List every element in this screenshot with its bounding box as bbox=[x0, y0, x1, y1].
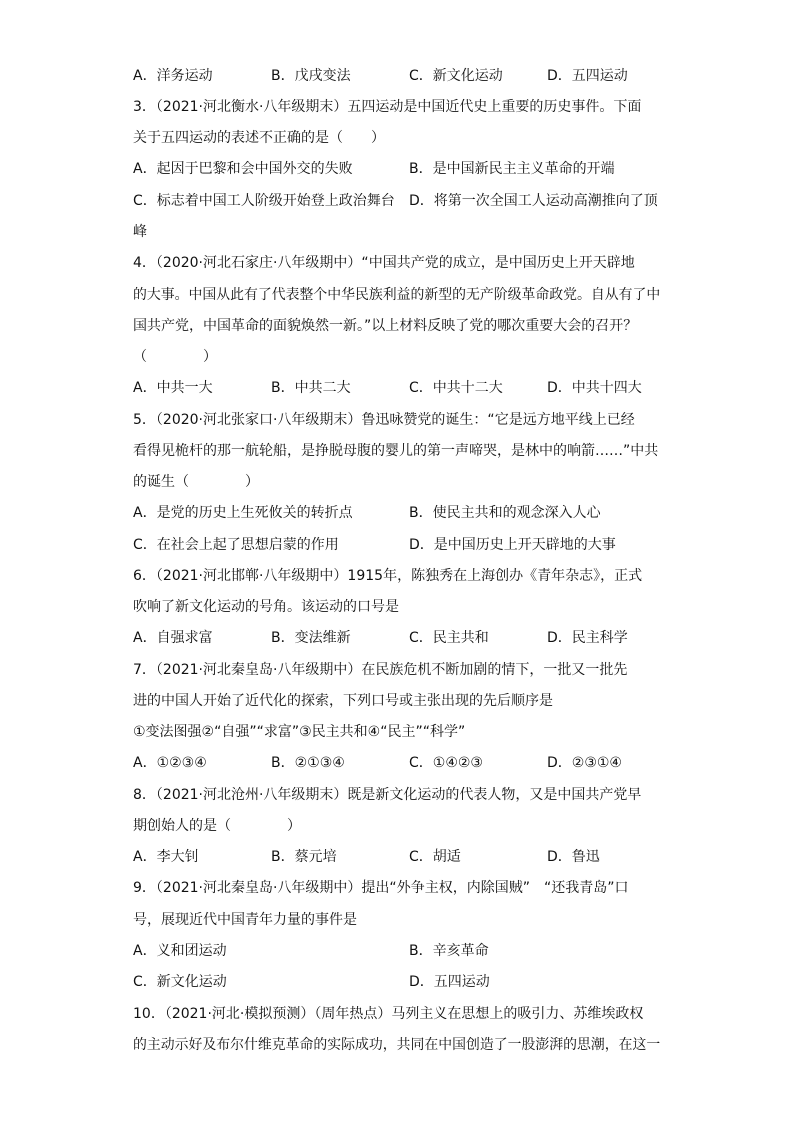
q3-options-row-1 bbox=[133, 159, 673, 179]
q4-option-c[interactable]: C．中共十二大 bbox=[409, 380, 503, 396]
q3-option-c[interactable]: C．标志着中国工人阶级开始登上政治舞台 bbox=[133, 193, 395, 209]
q8-stem-line-1: 8．（2021·河北沧州·八年级期末）既是新文化运动的代表人物，又是中国共产党早 bbox=[133, 787, 642, 803]
q6-option-a[interactable]: A．自强求富 bbox=[133, 630, 213, 646]
q4-option-b[interactable]: B．中共二大 bbox=[271, 380, 351, 396]
q5-option-d[interactable]: D．是中国历史上开天辟地的大事 bbox=[409, 537, 616, 553]
q3-option-d-wrap: 峰 bbox=[133, 224, 147, 240]
q3-options-row-2 bbox=[133, 191, 673, 211]
q3-stem-line-1: 3．（2021·河北衡水·八年级期末）五四运动是中国近代史上重要的历史事件。下面 bbox=[133, 99, 642, 115]
q5-options-row-2 bbox=[133, 535, 673, 555]
q4-stem-line-1: 4．（2020·河北石家庄·八年级期中）“中国共产党的成立，是中国历史上开天辟地 bbox=[133, 255, 635, 271]
q3-option-b[interactable]: B．是中国新民主主义革命的开端 bbox=[409, 161, 615, 177]
q8-options bbox=[133, 847, 673, 867]
q2-option-b[interactable]: B．戊戌变法 bbox=[271, 68, 351, 84]
q6-stem-line-2: 吹响了新文化运动的号角。该运动的口号是 bbox=[133, 599, 399, 615]
q4-answer-blank: （ ） bbox=[133, 349, 217, 365]
q6-option-b[interactable]: B．变法维新 bbox=[271, 630, 351, 646]
q5-option-a[interactable]: A．是党的历史上生死攸关的转折点 bbox=[133, 505, 353, 521]
q5-option-c[interactable]: C．在社会上起了思想启蒙的作用 bbox=[133, 537, 339, 553]
q5-option-b[interactable]: B．使民主共和的观念深入人心 bbox=[409, 505, 601, 521]
q4-options bbox=[133, 378, 673, 398]
q7-stem-line-3: ①变法图强②“自强”“求富”③民主共和④“民主”“科学” bbox=[133, 724, 466, 740]
q4-stem-line-2: 的大事。中国从此有了代表整个中华民族利益的新型的无产阶级革命政党。自从有了中 bbox=[133, 287, 661, 303]
q8-option-d[interactable]: D．鲁迅 bbox=[547, 849, 600, 865]
q9-stem-line-2: 号，展现近代中国青年力量的事件是 bbox=[133, 912, 357, 928]
q7-stem-line-1: 7．（2021·河北秦皇岛·八年级期中）在民族危机不断加剧的情下，一批又一批先 bbox=[133, 662, 628, 678]
q7-option-b[interactable]: B．②①③④ bbox=[271, 755, 345, 771]
q6-option-c[interactable]: C．民主共和 bbox=[409, 630, 489, 646]
q6-option-d[interactable]: D．民主科学 bbox=[547, 630, 628, 646]
q3-option-d[interactable]: D．将第一次全国工人运动高潮推向了顶 bbox=[409, 193, 658, 209]
q10-stem-line-1: 10．（2021·河北·模拟预测）（周年热点）马列主义在思想上的吸引力、苏维埃政权 bbox=[133, 1006, 644, 1022]
q9-options-row-2 bbox=[133, 972, 673, 992]
q5-stem-line-1: 5．（2020·河北张家口·八年级期末）鲁迅咏赞党的诞生：“它是远方地平线上已经 bbox=[133, 412, 635, 428]
q7-option-c[interactable]: C．①④②③ bbox=[409, 755, 483, 771]
q9-options-row-1 bbox=[133, 941, 673, 961]
q4-option-a[interactable]: A．中共一大 bbox=[133, 380, 213, 396]
q3-option-a[interactable]: A．起因于巴黎和会中国外交的失败 bbox=[133, 161, 353, 177]
q2-option-a[interactable]: A．洋务运动 bbox=[133, 68, 213, 84]
q9-option-a[interactable]: A．义和团运动 bbox=[133, 943, 227, 959]
q5-stem-line-3: 的诞生（ ） bbox=[133, 474, 259, 490]
q5-options-row-1 bbox=[133, 503, 673, 523]
q9-option-c[interactable]: C．新文化运动 bbox=[133, 974, 227, 990]
q3-stem-line-2: 关于五四运动的表述不正确的是（ ） bbox=[133, 130, 385, 146]
q4-option-d[interactable]: D．中共十四大 bbox=[547, 380, 642, 396]
q7-option-d[interactable]: D．②③①④ bbox=[547, 755, 622, 771]
q7-option-a[interactable]: A．①②③④ bbox=[133, 755, 207, 771]
q6-stem-line-1: 6．（2021·河北邯郸·八年级期中）1915年，陈独秀在上海创办《青年杂志》，正式 bbox=[133, 568, 643, 584]
q9-stem-line-1: 9．（2021·河北秦皇岛·八年级期中）提出“外争主权，内除国贼” “还我青岛”口 bbox=[133, 880, 629, 896]
q8-option-a[interactable]: A．李大钊 bbox=[133, 849, 199, 865]
q7-stem-line-2: 进的中国人开始了近代化的探索，下列口号或主张出现的先后顺序是 bbox=[133, 693, 553, 709]
q2-option-d[interactable]: D．五四运动 bbox=[547, 68, 628, 84]
q4-stem-line-3: 国共产党，中国革命的面貌焕然一新。”以上材料反映了党的哪次重要大会的召开？ bbox=[133, 318, 638, 334]
q5-stem-line-2: 看得见桅杆的那一航轮船，是挣脱母腹的婴儿的第一声啼哭，是林中的响箭……”中共 bbox=[133, 443, 659, 459]
q9-option-b[interactable]: B．辛亥革命 bbox=[409, 943, 489, 959]
q8-stem-line-2: 期创始人的是（ ） bbox=[133, 818, 301, 834]
q2-option-c[interactable]: C．新文化运动 bbox=[409, 68, 503, 84]
q8-option-c[interactable]: C．胡适 bbox=[409, 849, 461, 865]
q6-options bbox=[133, 628, 673, 648]
q7-options bbox=[133, 753, 673, 773]
q8-option-b[interactable]: B．蔡元培 bbox=[271, 849, 337, 865]
q10-stem-line-2: 的主动示好及布尔什维克革命的实际成功，共同在中国创造了一股澎湃的思潮，在这一 bbox=[133, 1037, 661, 1053]
q2-options bbox=[133, 66, 673, 86]
q9-option-d[interactable]: D．五四运动 bbox=[409, 974, 490, 990]
